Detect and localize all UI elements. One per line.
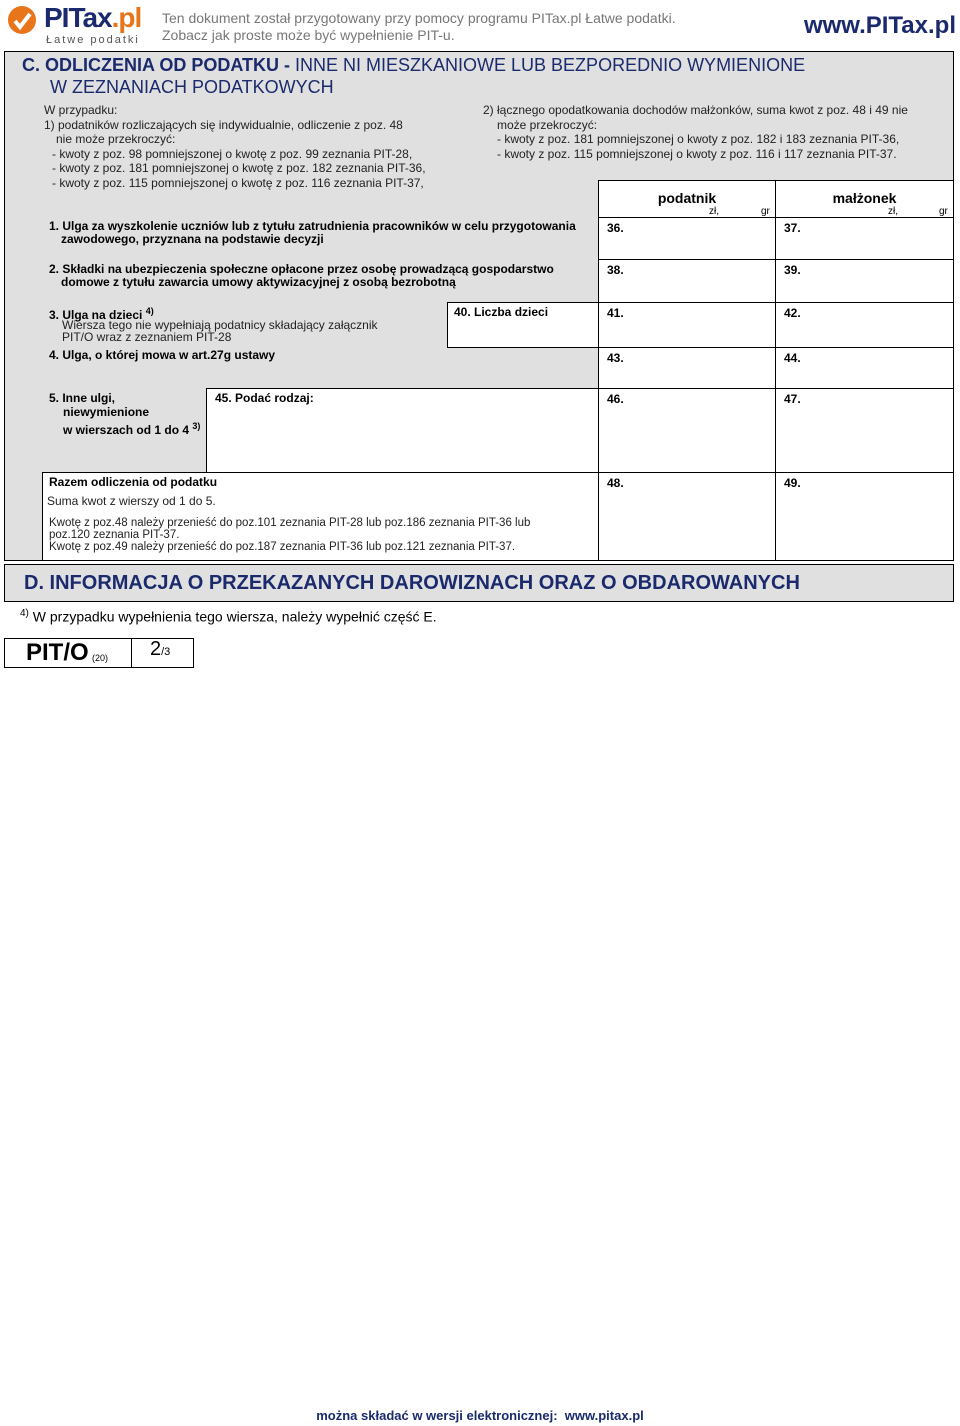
section-c-title: C. ODLICZENIA OD PODATKU - INNE NI MIESZKANIOWE LUB BEZPOREDNIO WYMIENIONE W ZEZNANIACH PODATKOWYCH [22,55,806,97]
row4-label: 4. Ulga, o której mowa w art.27g ustawy [49,348,276,362]
site-link[interactable]: www.PITax.pl [803,12,956,39]
info-joint: 2) łącznego opodatkowania dochodów małżonków, suma kwot z poz. 48 i 49 nie może przekroczyć: - kwoty z poz. 181 pomniejszonej o kwoty z poz. 182 i 183 zeznania PIT-36, - kwoty z poz. 115 pomniejszonej o kwoty z poz. 116 i 117 zeznania PIT-37. [483,103,908,161]
field-45[interactable]: 45. Podać rodzaj: [206,388,599,473]
row3-note: Wiersza tego nie wypełniają podatnicy składający załącznik PIT/O wraz z zeznaniem PIT-28 [62,318,378,344]
field-40[interactable]: 40. Liczba dzieci [447,302,599,348]
section-d-title: D. INFORMACJA O PRZEKAZANYCH DAROWIZNACH ORAZ O OBDAROWANYCH [24,572,800,594]
field-37[interactable]: 37. [775,217,954,260]
row5-label: 5. Inne ulgi, niewymienione w wierszach od 1 do 4 $^{3)}$ [49,391,201,437]
row1-label: 1. Ulga za wyszkolenie uczniów lub z tytułu zatrudnienia pracowników w celu przygotowania zawodowego, przyznana na podstawie decyzji [49,219,576,246]
header-podatnik: podatnik zł, gr [598,180,776,218]
row2-label: 2. Składki na ubezpieczenia społeczne opłacone przez osobę prowadzącą gospodarstwo domowe z tytułu zawarcia umowy aktywizacyjnej z osobą bezrobotną [49,262,554,289]
info-individual: W przypadku: 1) podatników rozliczających się indywidualnie, odliczenie z poz. 48 nie może przekroczyć: - kwoty z poz. 98 pomniejszonej o kwotę z poz. 99 zeznania PIT-28, - kwoty z poz. 181 pomniejszonej o kwotę z poz. 182 zeznania PIT-36, - kwoty z poz. 115 pomniejszonej o kwotę z poz. 116 zeznania PIT-37, [44,103,426,190]
pitax-logo[interactable]: PITax.pl [44,2,142,33]
bottom-promo: można składać w wersji elektronicznej: www.pitax.pl [316,1408,644,1423]
field-49[interactable]: 49. [775,472,954,561]
field-42[interactable]: 42. [775,302,954,348]
field-43[interactable]: 43. [598,347,776,389]
header-link[interactable]: Zobacz jak proste może być wypełnienie PIT-u. [162,27,455,43]
field-46[interactable]: 46. [598,388,776,473]
field-39[interactable]: 39. [775,259,954,303]
footnote: $^{4)}$ W przypadku wypełnienia tego wiersza, należy wypełnić część E. [20,608,437,625]
logo-tagline: Łatwe podatki [46,34,140,46]
pitax-logo-icon [6,4,38,36]
header-malzonek: małżonek zł, gr [775,180,954,218]
form-page-number: 2/3 [150,638,171,660]
field-47[interactable]: 47. [775,388,954,473]
row3-label: 3. Ulga na dzieci $^{4)}$ [49,306,154,322]
sum-row-label: Razem odliczenia od podatku Suma kwot z wierszy od 1 do 5. Kwotę z poz.48 należy przenieść do poz.101 zeznania PIT-28 lub poz.186 zeznania PIT-36 lub poz.120 zeznania PIT-37. Kwotę z poz.49 należy przenieść do poz.187 zeznania PIT-36 lub poz.121 zeznania PIT-37. [42,472,599,561]
header-message: Ten dokument został przygotowany przy pomocy programu PITax.pl Łatwe podatki. Zobacz jak proste może być wypełnienie PIT-u. [162,10,676,43]
form-id-name: PIT/O (20) [4,638,132,668]
bottom-link[interactable]: www.pitax.pl [564,1408,644,1423]
field-36[interactable]: 36. [598,217,776,260]
field-41[interactable]: 41. [598,302,776,348]
field-48[interactable]: 48. [598,472,776,561]
field-38[interactable]: 38. [598,259,776,303]
field-44[interactable]: 44. [775,347,954,389]
